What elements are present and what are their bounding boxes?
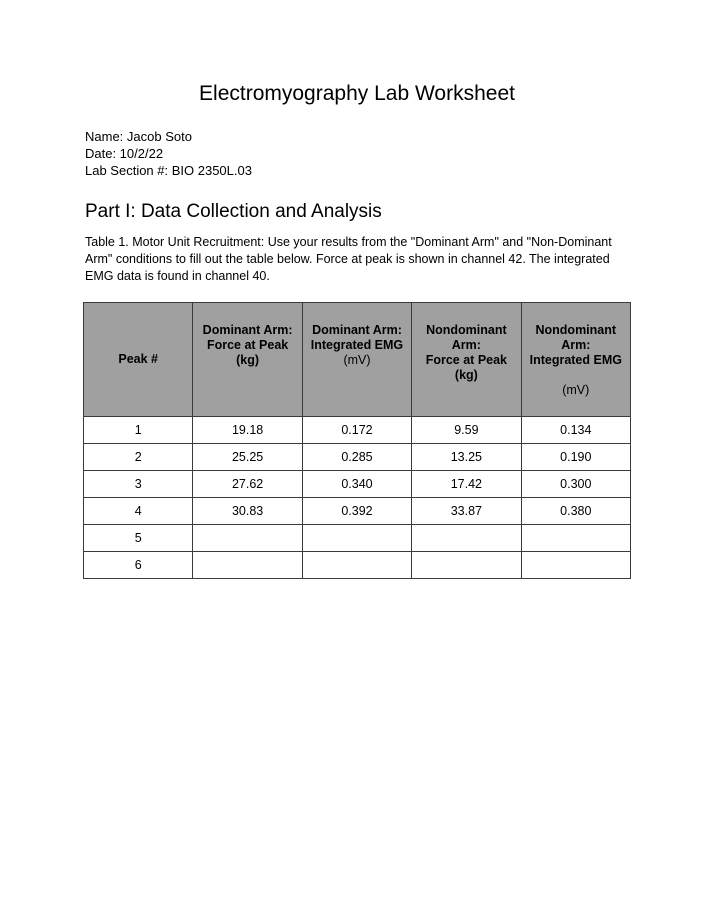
header-dominant-force <box>193 303 302 417</box>
header-dominant-force-unit: (kg) <box>236 353 260 367</box>
cell-peak: 3 <box>84 471 193 498</box>
cell-nondominant-emg[interactable] <box>521 552 630 579</box>
cell-peak: 1 <box>84 417 193 444</box>
cell-dominant-force: 25.25 <box>193 444 302 471</box>
cell-nondominant-force[interactable] <box>412 552 521 579</box>
cell-dominant-force[interactable] <box>193 552 302 579</box>
cell-peak: 6 <box>84 552 193 579</box>
cell-dominant-force: 27.62 <box>193 471 302 498</box>
motor-unit-table <box>83 302 631 579</box>
section-heading: Part I: Data Collection and Analysis <box>85 201 382 222</box>
lab-section: Lab Section #: BIO 2350L.03 <box>85 163 252 178</box>
cell-dominant-force: 19.18 <box>193 417 302 444</box>
cell-dominant-force: 30.83 <box>193 498 302 525</box>
table-row <box>84 471 631 498</box>
cell-peak: 2 <box>84 444 193 471</box>
cell-nondominant-emg[interactable] <box>521 525 630 552</box>
header-dominant-force-line2: Force at Peak <box>206 338 289 352</box>
header-dominant-emg-line2: Integrated EMG <box>310 338 404 352</box>
header-nondominant-emg-line3: Integrated EMG <box>529 353 622 367</box>
lab-date: Date: 10/2/22 <box>85 146 164 161</box>
cell-dominant-emg: 0.392 <box>302 498 411 525</box>
header-spacer <box>526 368 626 383</box>
cell-nondominant-force: 33.87 <box>412 498 521 525</box>
cell-dominant-emg[interactable] <box>302 525 411 552</box>
table-row <box>84 525 631 552</box>
student-name: Name: Jacob Soto <box>85 129 192 144</box>
cell-nondominant-emg: 0.380 <box>521 498 630 525</box>
table-row <box>84 417 631 444</box>
cell-nondominant-emg: 0.300 <box>521 471 630 498</box>
header-nondominant-emg-line2: Arm: <box>561 338 591 352</box>
cell-dominant-emg: 0.172 <box>302 417 411 444</box>
cell-nondominant-force: 9.59 <box>412 417 521 444</box>
cell-dominant-emg[interactable] <box>302 552 411 579</box>
table-header-row <box>84 303 631 417</box>
header-nondominant-force <box>412 303 521 417</box>
table-row <box>84 498 631 525</box>
table-row <box>84 552 631 579</box>
page-title: Electromyography Lab Worksheet <box>199 82 515 105</box>
header-dominant-emg <box>302 303 411 417</box>
cell-nondominant-force: 13.25 <box>412 444 521 471</box>
header-nondominant-force-line3: Force at Peak <box>425 353 508 367</box>
cell-dominant-emg: 0.340 <box>302 471 411 498</box>
header-nondominant-force-line2: Arm: <box>451 338 481 352</box>
table-caption: Table 1. Motor Unit Recruitment: Use your results from the "Dominant Arm" and "Non-Dominant Arm" conditions to fill out the table below. Force at peak is shown in channel 42. The integrated EMG data is found in channel 40. <box>85 235 612 283</box>
cell-nondominant-emg: 0.190 <box>521 444 630 471</box>
header-dominant-force-line1: Dominant Arm: <box>202 323 293 337</box>
cell-nondominant-force: 17.42 <box>412 471 521 498</box>
cell-nondominant-force[interactable] <box>412 525 521 552</box>
cell-dominant-force[interactable] <box>193 525 302 552</box>
header-nondominant-emg <box>521 303 630 417</box>
header-peak <box>84 303 193 417</box>
cell-dominant-emg: 0.285 <box>302 444 411 471</box>
cell-peak: 4 <box>84 498 193 525</box>
header-nondominant-emg-line1: Nondominant <box>535 323 617 337</box>
header-dominant-emg-unit: (mV) <box>343 353 371 367</box>
student-info <box>85 128 252 179</box>
header-nondominant-force-line1: Nondominant <box>426 323 507 337</box>
header-dominant-emg-line1: Dominant Arm: <box>312 323 402 337</box>
header-peak-label: Peak # <box>118 352 158 366</box>
header-nondominant-emg-unit: (mV) <box>562 383 590 397</box>
cell-nondominant-emg: 0.134 <box>521 417 630 444</box>
cell-peak: 5 <box>84 525 193 552</box>
table-row <box>84 444 631 471</box>
header-nondominant-force-unit: (kg) <box>454 368 478 382</box>
